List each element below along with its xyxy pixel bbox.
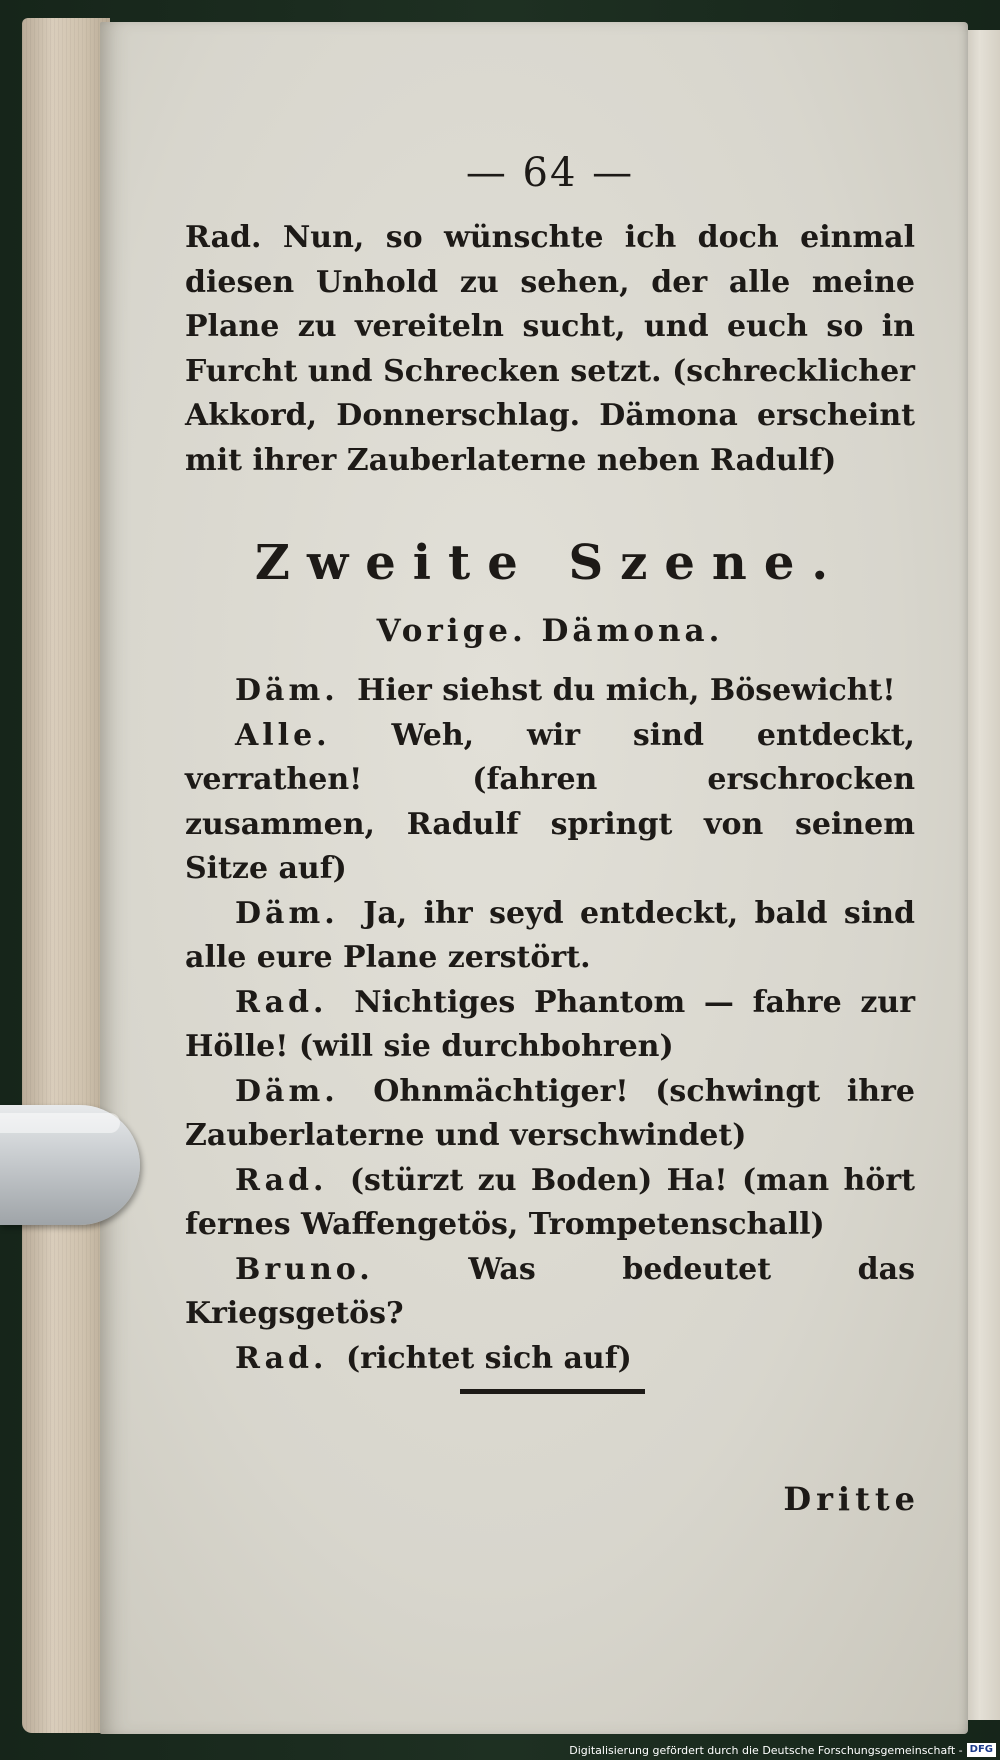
- speaker-name: Däm.: [235, 1073, 339, 1109]
- cast-list: Vorige. Dämona.: [376, 613, 724, 649]
- line-text: (stürzt zu Boden) Ha! (man hört fernes Waffengetös, Trompetenschall): [185, 1162, 915, 1242]
- speaker-name: Bruno.: [235, 1251, 374, 1287]
- speaker-name: Däm.: [235, 895, 339, 931]
- digitization-footer: [569, 1742, 996, 1758]
- facing-page-edge: [966, 30, 1000, 1720]
- section-rule: [460, 1389, 645, 1394]
- page-clip: [0, 1105, 140, 1225]
- dialogue-line: [185, 892, 915, 981]
- dialogue-line: [185, 1159, 915, 1248]
- dialogue-line: [185, 1248, 915, 1337]
- line-text: Nichtiges Phantom — fahre zur Hölle! (will sie durchbohren): [185, 984, 915, 1064]
- speaker-name: Rad.: [235, 1340, 328, 1376]
- catchword: Dritte: [783, 1480, 920, 1518]
- speaker-name: Rad.: [235, 984, 328, 1020]
- dialogue-line: [185, 714, 915, 892]
- dfg-logo-badge: DFG: [967, 1743, 996, 1757]
- opening-paragraph: Rad. Nun, so wünschte ich doch einmal diesen Unhold zu sehen, der alle meine Plane zu vereiteln sucht, und euch so in Furcht und Schrecken setzt. (schrecklicher Akkord, Donnerschlag. Dämona erscheint mit ihrer Zauberlaterne neben Radulf): [185, 220, 915, 478]
- footer-credit: Digitalisierung gefördert durch die Deutsche Forschungsgemeinschaft -: [569, 1743, 963, 1757]
- speaker-name: Däm.: [235, 673, 339, 708]
- line-text: Ja, ihr seyd entdeckt, bald sind alle eure Plane zerstört.: [185, 895, 916, 975]
- line-text: Ohnmächtiger! (schwingt ihre Zauberlaterne und verschwindet): [185, 1073, 915, 1153]
- book-fore-edge: [22, 18, 110, 1733]
- line-text: Was bedeutet das Kriegsgetös?: [185, 1251, 915, 1331]
- dialogue-line: [185, 669, 915, 714]
- speaker-name: Alle.: [235, 717, 331, 753]
- page-text: [185, 150, 915, 1381]
- line-text: Hier siehst du mich, Bösewicht!: [357, 673, 896, 708]
- dialogue-line: [185, 1070, 915, 1159]
- dialogue-line: [185, 1337, 915, 1382]
- scene-heading: Zweite Szene.: [254, 535, 846, 591]
- line-text: Weh, wir sind entdeckt, verrathen! (fahren erschrocken zusammen, Radulf springt von seinem Sitze auf): [185, 717, 915, 886]
- line-text: (richtet sich auf): [345, 1340, 632, 1376]
- speaker-name: Rad.: [235, 1162, 328, 1198]
- dialogue-line: [185, 981, 915, 1070]
- page-number: — 64 —: [465, 150, 635, 196]
